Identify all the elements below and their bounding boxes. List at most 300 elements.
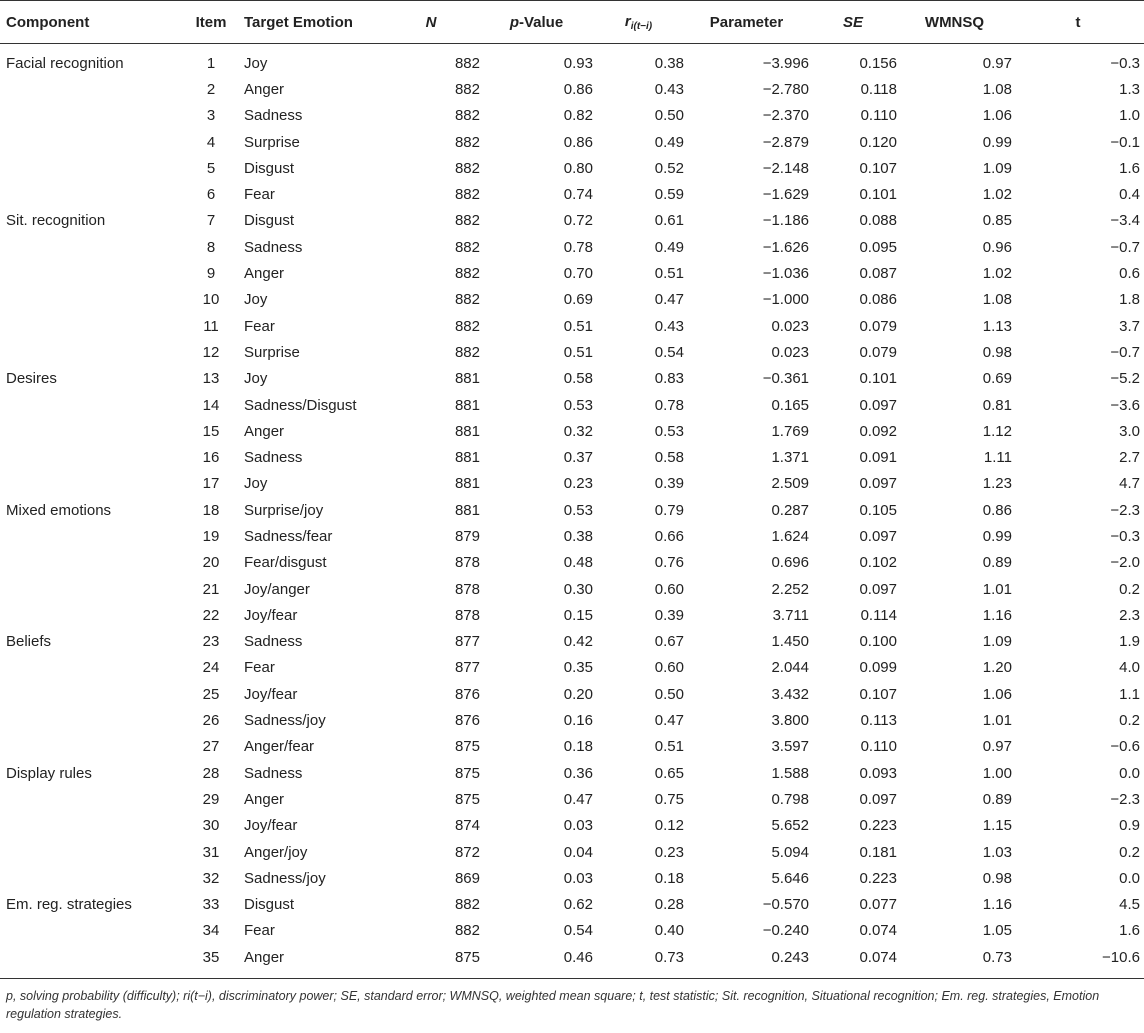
table-header	[0, 1, 1144, 44]
cell-target-emotion: Sadness	[244, 107, 303, 125]
cell-se: 0.107	[859, 685, 897, 703]
cell-t: 4.7	[1119, 475, 1140, 493]
cell-n: 882	[454, 133, 480, 151]
cell-t: 1.1	[1119, 685, 1140, 703]
cell-parameter: 3.432	[771, 685, 809, 703]
cell-t: 0.0	[1119, 764, 1140, 782]
cell-se: 0.092	[859, 422, 897, 440]
cell-wmnsq: 0.96	[982, 238, 1012, 256]
cell-target-emotion: Anger	[244, 422, 285, 440]
cell-parameter: 2.044	[771, 659, 809, 677]
cell-parameter: −2.370	[762, 107, 809, 125]
table-row	[0, 760, 1144, 786]
cell-item: 22	[202, 606, 220, 624]
cell-parameter: 3.711	[772, 606, 809, 624]
cell-wmnsq: 1.01	[982, 712, 1012, 730]
cell-p-value: 0.16	[563, 712, 593, 730]
cell-component	[0, 550, 178, 576]
cell-parameter: −1.000	[762, 291, 809, 309]
cell-component: Beliefs	[6, 633, 52, 651]
cell-discrimination: 0.49	[654, 238, 684, 256]
table-row	[0, 602, 1144, 628]
cell-t: 0.9	[1119, 817, 1140, 835]
cell-item: 20	[202, 554, 220, 572]
cell-component	[0, 655, 178, 681]
cell-parameter: −2.780	[762, 80, 809, 98]
cell-se: 0.110	[860, 107, 897, 125]
cell-t: −0.7	[1110, 238, 1140, 256]
cell-target-emotion: Sadness	[244, 764, 303, 782]
cell-target-emotion: Joy	[244, 370, 268, 388]
cell-n: 875	[454, 790, 480, 808]
cell-item: 27	[202, 738, 220, 756]
cell-p-value: 0.37	[563, 449, 593, 467]
table-row	[0, 681, 1144, 707]
cell-n: 882	[454, 54, 480, 72]
cell-parameter: 3.800	[771, 712, 809, 730]
cell-discrimination: 0.79	[654, 501, 684, 519]
cell-n: 872	[454, 843, 480, 861]
table-row	[0, 260, 1144, 286]
cell-t: −3.4	[1110, 212, 1140, 230]
table-row	[0, 944, 1144, 979]
cell-component	[0, 576, 178, 602]
cell-p-value: 0.51	[563, 317, 593, 335]
cell-p-value: 0.51	[563, 343, 593, 361]
cell-target-emotion: Anger	[244, 944, 382, 979]
cell-parameter: 0.696	[771, 554, 809, 572]
cell-t: −0.3	[1110, 527, 1140, 545]
cell-t: 4.5	[1119, 896, 1140, 914]
cell-item: 35	[178, 944, 244, 979]
cell-se: 0.110	[860, 738, 897, 756]
cell-component: Desires	[6, 370, 57, 388]
cell-component	[0, 865, 178, 891]
cell-component	[0, 471, 178, 497]
table-row	[0, 444, 1144, 470]
cell-p-value: 0.69	[563, 291, 593, 309]
cell-wmnsq: 0.85	[982, 212, 1012, 230]
cell-p-value: 0.48	[563, 554, 593, 572]
cell-component	[0, 523, 178, 549]
header-se: SE	[809, 1, 897, 44]
cell-n: 869	[454, 869, 480, 887]
cell-se: 0.077	[859, 896, 897, 914]
cell-n: 882	[454, 896, 480, 914]
cell-se: 0.156	[859, 54, 897, 72]
cell-parameter: 2.509	[771, 475, 809, 493]
cell-discrimination: 0.59	[654, 186, 684, 204]
cell-se: 0.181	[859, 843, 897, 861]
cell-component	[0, 707, 178, 733]
cell-discrimination: 0.39	[654, 606, 684, 624]
table-row	[0, 813, 1144, 839]
cell-n: 882	[454, 922, 480, 940]
cell-se: 0.102	[859, 554, 897, 572]
table-row	[0, 865, 1144, 891]
cell-target-emotion: Joy/fear	[244, 685, 298, 703]
cell-wmnsq: 1.03	[982, 843, 1012, 861]
cell-se: 0.120	[859, 133, 897, 151]
cell-t: 1.0	[1119, 107, 1140, 125]
cell-t: 2.7	[1119, 449, 1140, 467]
cell-se: 0.113	[860, 712, 897, 730]
cell-parameter: −0.361	[762, 370, 809, 388]
cell-discrimination: 0.78	[654, 396, 684, 414]
header-parameter: Parameter	[684, 1, 809, 44]
cell-parameter: 0.287	[771, 501, 809, 519]
cell-target-emotion: Sadness	[244, 238, 303, 256]
cell-n: 881	[454, 475, 480, 493]
cell-se: 0.093	[859, 764, 897, 782]
cell-p-value: 0.86	[563, 133, 593, 151]
cell-discrimination: 0.65	[654, 764, 684, 782]
cell-se: 0.105	[859, 501, 897, 519]
cell-se: 0.118	[860, 80, 897, 98]
cell-item: 21	[202, 580, 220, 598]
cell-discrimination: 0.58	[654, 449, 684, 467]
cell-component	[0, 602, 178, 628]
table-row	[0, 155, 1144, 181]
cell-n: 878	[454, 606, 480, 624]
cell-n: 876	[454, 712, 480, 730]
cell-target-emotion: Surprise/joy	[244, 501, 324, 519]
cell-component: Display rules	[6, 764, 92, 782]
cell-item: 24	[202, 659, 220, 677]
cell-discrimination: 0.60	[654, 580, 684, 598]
cell-discrimination: 0.47	[654, 712, 684, 730]
cell-parameter: −0.570	[762, 896, 809, 914]
cell-target-emotion: Sadness/joy	[244, 869, 326, 887]
cell-target-emotion: Fear	[244, 922, 275, 940]
cell-p-value: 0.46	[480, 944, 593, 979]
table-row	[0, 786, 1144, 812]
cell-wmnsq: 0.89	[982, 554, 1012, 572]
cell-p-value: 0.74	[563, 186, 593, 204]
cell-t: −2.3	[1110, 501, 1140, 519]
header-r-letter: r	[624, 12, 631, 30]
cell-se: 0.114	[860, 606, 897, 624]
cell-p-value: 0.35	[563, 659, 593, 677]
cell-component: Em. reg. strategies	[6, 896, 132, 914]
cell-component	[0, 103, 178, 129]
cell-item: 29	[202, 790, 220, 808]
header-t: t	[1012, 1, 1144, 44]
cell-target-emotion: Sadness	[244, 633, 303, 651]
cell-n: 879	[454, 527, 480, 545]
cell-wmnsq: 1.16	[982, 896, 1012, 914]
cell-t: −3.6	[1110, 396, 1140, 414]
cell-target-emotion: Anger	[244, 80, 285, 98]
cell-p-value: 0.86	[563, 80, 593, 98]
cell-item: 18	[202, 501, 220, 519]
cell-discrimination: 0.50	[654, 107, 684, 125]
cell-n: 882	[454, 186, 480, 204]
cell-parameter: 1.624	[771, 527, 809, 545]
cell-discrimination: 0.43	[654, 80, 684, 98]
cell-n: 882	[454, 159, 480, 177]
cell-discrimination: 0.73	[593, 944, 684, 979]
cell-discrimination: 0.67	[654, 633, 684, 651]
cell-wmnsq: 1.12	[982, 422, 1012, 440]
cell-parameter: 1.450	[771, 633, 809, 651]
cell-item: 8	[206, 238, 216, 256]
cell-se: 0.097	[859, 580, 897, 598]
cell-discrimination: 0.38	[654, 54, 684, 72]
cell-n: 882	[454, 80, 480, 98]
cell-parameter: 0.023	[771, 343, 809, 361]
table-footnote	[0, 979, 1132, 1023]
cell-component: Facial recognition	[6, 54, 124, 72]
cell-p-value: 0.18	[563, 738, 593, 756]
cell-target-emotion: Joy/anger	[244, 580, 310, 598]
cell-target-emotion: Fear	[244, 186, 275, 204]
cell-parameter: 5.094	[771, 843, 809, 861]
footnote-text: p, solving probability (difficulty); ri(t−i), discriminatory power; SE, standard error; WMNSQ, weighted mean square; t, test statistic; Sit. recognition, Situational recognition; Em. reg. strategies, Emotion regulation strategies.	[6, 989, 1100, 1022]
cell-discrimination: 0.53	[654, 422, 684, 440]
cell-n: 882	[454, 212, 480, 230]
cell-item: 23	[202, 633, 220, 651]
cell-component	[0, 234, 178, 260]
cell-discrimination: 0.18	[654, 869, 684, 887]
header-row	[0, 1, 1144, 44]
cell-component	[0, 681, 178, 707]
cell-parameter: 0.243	[684, 944, 809, 979]
cell-p-value: 0.30	[563, 580, 593, 598]
cell-wmnsq: 1.20	[982, 659, 1012, 677]
cell-wmnsq: 1.23	[982, 475, 1012, 493]
cell-item: 31	[202, 843, 220, 861]
cell-p-value: 0.62	[563, 896, 593, 914]
cell-item: 32	[202, 869, 220, 887]
table-row	[0, 287, 1144, 313]
cell-component	[0, 392, 178, 418]
cell-t: 0.2	[1119, 580, 1140, 598]
cell-parameter: 0.165	[771, 396, 809, 414]
cell-component	[0, 155, 178, 181]
cell-wmnsq: 0.99	[982, 527, 1012, 545]
cell-component	[0, 313, 178, 339]
cell-item: 15	[202, 422, 220, 440]
table-row	[0, 839, 1144, 865]
cell-t: −0.6	[1110, 738, 1140, 756]
cell-n: 881	[454, 449, 480, 467]
table-row	[0, 892, 1144, 918]
cell-target-emotion: Anger/fear	[244, 738, 315, 756]
cell-t: −0.1	[1110, 133, 1140, 151]
cell-se: 0.097	[859, 396, 897, 414]
cell-n: 882	[454, 291, 480, 309]
cell-item: 4	[206, 133, 216, 151]
cell-p-value: 0.78	[563, 238, 593, 256]
cell-parameter: 2.252	[771, 580, 809, 598]
cell-wmnsq: 1.08	[982, 80, 1012, 98]
cell-discrimination: 0.75	[654, 790, 684, 808]
cell-t: 0.2	[1119, 843, 1140, 861]
cell-discrimination: 0.51	[654, 738, 684, 756]
cell-target-emotion: Joy/fear	[244, 606, 298, 624]
table-row	[0, 234, 1144, 260]
cell-discrimination: 0.83	[654, 370, 684, 388]
cell-t: 0.2	[1119, 712, 1140, 730]
cell-p-value: 0.53	[563, 501, 593, 519]
cell-se: 0.086	[859, 291, 897, 309]
cell-t: 1.6	[1119, 922, 1140, 940]
cell-p-value: 0.20	[563, 685, 593, 703]
cell-wmnsq: 0.69	[982, 370, 1012, 388]
cell-item: 10	[202, 291, 220, 309]
cell-n: 874	[454, 817, 480, 835]
cell-t: 0.4	[1119, 186, 1140, 204]
cell-wmnsq: 1.06	[982, 107, 1012, 125]
cell-wmnsq: 1.11	[983, 449, 1012, 467]
cell-target-emotion: Fear	[244, 659, 275, 677]
cell-p-value: 0.70	[563, 265, 593, 283]
cell-wmnsq: 0.99	[982, 133, 1012, 151]
cell-n: 877	[454, 633, 480, 651]
table-row	[0, 129, 1144, 155]
cell-parameter: −0.240	[762, 922, 809, 940]
cell-se: 0.097	[859, 475, 897, 493]
cell-target-emotion: Joy	[244, 291, 268, 309]
cell-parameter: 5.646	[771, 869, 809, 887]
table-row	[0, 44, 1144, 77]
cell-component	[0, 181, 178, 207]
cell-component	[0, 918, 178, 944]
table-row	[0, 707, 1144, 733]
cell-target-emotion: Anger	[244, 790, 285, 808]
cell-item: 14	[202, 396, 220, 414]
cell-se: 0.101	[859, 186, 897, 204]
cell-se: 0.079	[859, 343, 897, 361]
cell-se: 0.088	[859, 212, 897, 230]
cell-t: 1.8	[1119, 291, 1140, 309]
cell-n: 882	[454, 317, 480, 335]
cell-parameter: 1.371	[771, 449, 809, 467]
cell-component	[0, 339, 178, 365]
cell-se: 0.223	[859, 817, 897, 835]
cell-p-value: 0.32	[563, 422, 593, 440]
cell-p-value: 0.58	[563, 370, 593, 388]
table-row	[0, 418, 1144, 444]
header-target-emotion: Target Emotion	[244, 1, 382, 44]
cell-p-value: 0.38	[563, 527, 593, 545]
cell-parameter: −3.996	[762, 54, 809, 72]
header-p-letter: p	[509, 13, 519, 31]
table-row	[0, 734, 1144, 760]
cell-item: 16	[202, 449, 220, 467]
table-row	[0, 918, 1144, 944]
cell-discrimination: 0.40	[654, 922, 684, 940]
table-row	[0, 576, 1144, 602]
cell-discrimination: 0.49	[654, 133, 684, 151]
cell-wmnsq: 1.02	[982, 186, 1012, 204]
header-item: Item	[178, 1, 244, 44]
cell-parameter: 5.652	[771, 817, 809, 835]
cell-wmnsq: 0.73	[897, 944, 1012, 979]
cell-n: 882	[454, 107, 480, 125]
cell-wmnsq: 1.00	[982, 764, 1012, 782]
cell-t: 0.6	[1119, 265, 1140, 283]
cell-p-value: 0.93	[563, 54, 593, 72]
cell-component	[0, 260, 178, 286]
table-body	[0, 44, 1144, 979]
cell-target-emotion: Fear	[244, 317, 275, 335]
cell-item: 33	[202, 896, 220, 914]
header-component: Component	[0, 1, 178, 44]
cell-discrimination: 0.54	[654, 343, 684, 361]
cell-p-value: 0.82	[563, 107, 593, 125]
cell-discrimination: 0.47	[654, 291, 684, 309]
cell-parameter: 0.798	[771, 790, 809, 808]
cell-target-emotion: Sadness/Disgust	[244, 396, 357, 414]
cell-item: 3	[206, 107, 216, 125]
cell-discrimination: 0.66	[654, 527, 684, 545]
cell-discrimination: 0.28	[654, 896, 684, 914]
cell-n: 875	[454, 738, 480, 756]
cell-wmnsq: 1.16	[982, 606, 1012, 624]
cell-target-emotion: Joy	[244, 54, 268, 72]
cell-n: 875	[454, 764, 480, 782]
cell-wmnsq: 0.97	[982, 54, 1012, 72]
cell-wmnsq: 0.98	[982, 869, 1012, 887]
cell-component	[0, 287, 178, 313]
cell-component	[0, 444, 178, 470]
cell-item: 34	[202, 922, 220, 940]
cell-n: 882	[454, 265, 480, 283]
cell-p-value: 0.53	[563, 396, 593, 414]
cell-t: 1.3	[1119, 80, 1140, 98]
cell-parameter: −2.148	[762, 159, 809, 177]
cell-discrimination: 0.43	[654, 317, 684, 335]
cell-wmnsq: 1.05	[982, 922, 1012, 940]
cell-t: −0.7	[1110, 343, 1140, 361]
cell-t: −10.6	[1012, 944, 1144, 979]
cell-parameter: 1.769	[771, 422, 809, 440]
header-wmnsq: WMNSQ	[897, 1, 1012, 44]
cell-target-emotion: Disgust	[244, 159, 295, 177]
cell-discrimination: 0.60	[654, 659, 684, 677]
table-row	[0, 392, 1144, 418]
cell-item: 25	[202, 685, 220, 703]
cell-t: −5.2	[1110, 370, 1140, 388]
cell-target-emotion: Joy/fear	[244, 817, 298, 835]
cell-parameter: −2.879	[762, 133, 809, 151]
cell-item: 12	[202, 343, 220, 361]
cell-n: 876	[454, 685, 480, 703]
cell-se: 0.074	[809, 944, 897, 979]
cell-wmnsq: 0.98	[982, 343, 1012, 361]
cell-parameter: 3.597	[771, 738, 809, 756]
cell-wmnsq: 0.89	[982, 790, 1012, 808]
cell-component	[0, 944, 178, 979]
cell-discrimination: 0.51	[654, 265, 684, 283]
cell-se: 0.107	[859, 159, 897, 177]
cell-n: 877	[454, 659, 480, 677]
cell-p-value: 0.03	[563, 869, 593, 887]
cell-component	[0, 129, 178, 155]
cell-component	[0, 839, 178, 865]
table-row	[0, 103, 1144, 129]
cell-component	[0, 418, 178, 444]
cell-se: 0.097	[859, 527, 897, 545]
table-row	[0, 181, 1144, 207]
cell-p-value: 0.04	[563, 843, 593, 861]
cell-target-emotion: Disgust	[244, 212, 295, 230]
cell-t: −2.0	[1110, 554, 1140, 572]
cell-wmnsq: 0.86	[982, 501, 1012, 519]
table-row	[0, 629, 1144, 655]
